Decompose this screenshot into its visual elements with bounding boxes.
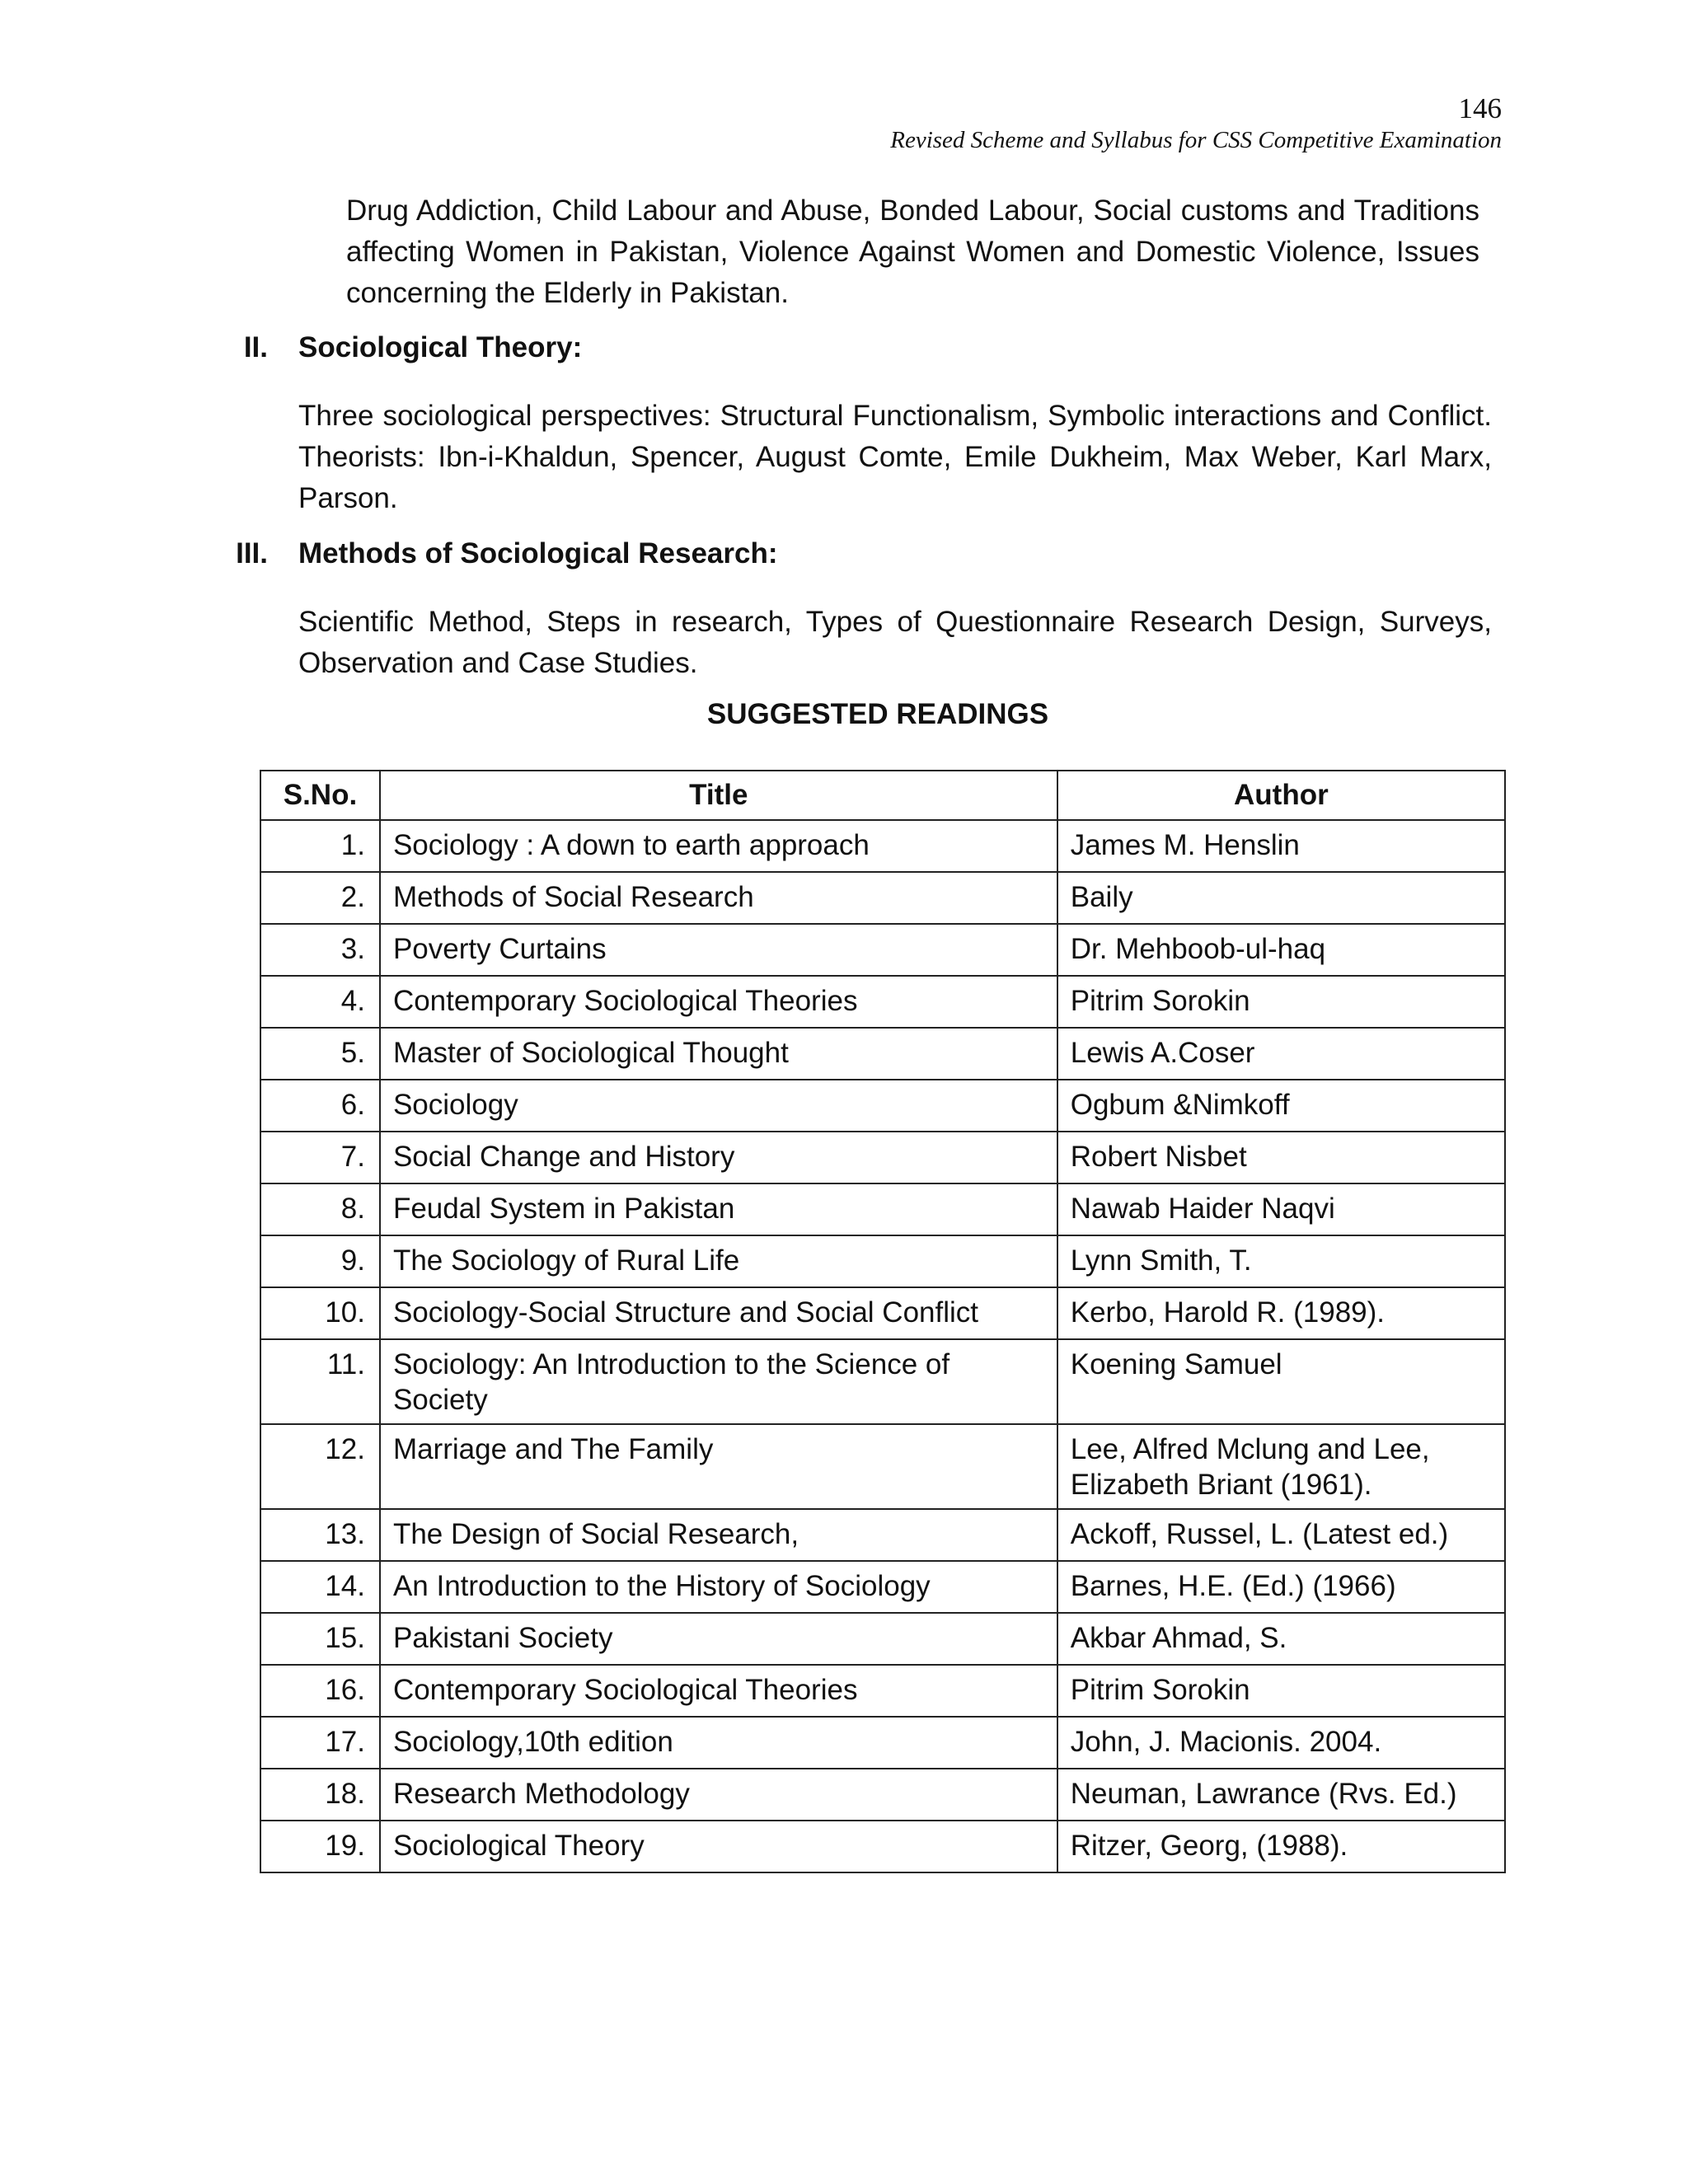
cell-sno: 18.	[260, 1769, 380, 1821]
table-row	[260, 1613, 1505, 1665]
cell-sno: 11.	[260, 1339, 380, 1424]
cell-sno: 5.	[260, 1028, 380, 1080]
table-row	[260, 976, 1505, 1028]
cell-sno: 9.	[260, 1235, 380, 1287]
cell-author: Koening Samuel	[1057, 1339, 1505, 1424]
cell-title: The Sociology of Rural Life	[380, 1235, 1057, 1287]
cell-title: Marriage and The Family	[380, 1424, 1057, 1509]
table-row	[260, 1561, 1505, 1613]
table-row	[260, 1028, 1505, 1080]
cell-author: Neuman, Lawrance (Rvs. Ed.)	[1057, 1769, 1505, 1821]
running-header: Revised Scheme and Syllabus for CSS Competitive Examination	[890, 127, 1502, 153]
cell-author: John, J. Macionis. 2004.	[1057, 1717, 1505, 1769]
cell-title: Sociology-Social Structure and Social Conflict	[380, 1287, 1057, 1339]
table-row	[260, 1424, 1505, 1509]
cell-sno: 6.	[260, 1080, 380, 1132]
cell-author: Nawab Haider Naqvi	[1057, 1183, 1505, 1235]
cell-title: Social Change and History	[380, 1132, 1057, 1183]
cell-sno: 10.	[260, 1287, 380, 1339]
cell-sno: 8.	[260, 1183, 380, 1235]
cell-title: An Introduction to the History of Sociology	[380, 1561, 1057, 1613]
table-row	[260, 1235, 1505, 1287]
cell-author: Lee, Alfred Mclung and Lee, Elizabeth Briant (1961).	[1057, 1424, 1505, 1509]
intro-paragraph: Drug Addiction, Child Labour and Abuse, Bonded Labour, Social customs and Traditions affecting Women in Pakistan, Violence Against Women and Domestic Violence, Issues concerning the Elderly in Pakistan.	[346, 194, 1479, 309]
cell-author: James M. Henslin	[1057, 820, 1505, 872]
table-row	[260, 1080, 1505, 1132]
cell-title: Contemporary Sociological Theories	[380, 1665, 1057, 1717]
table-body	[260, 820, 1505, 1872]
table-row	[260, 1339, 1505, 1424]
cell-author: Ogbum &Nimkoff	[1057, 1080, 1505, 1132]
cell-title: Research Methodology	[380, 1769, 1057, 1821]
cell-sno: 16.	[260, 1665, 380, 1717]
column-header-title: Title	[380, 771, 1057, 820]
section-title: Sociological Theory:	[298, 331, 583, 363]
cell-title: Sociology,10th edition	[380, 1717, 1057, 1769]
cell-sno: 15.	[260, 1613, 380, 1665]
table-row	[260, 1183, 1505, 1235]
column-header-sno: S.No.	[260, 771, 380, 820]
cell-title: Sociology : A down to earth approach	[380, 820, 1057, 872]
cell-sno: 13.	[260, 1509, 380, 1561]
cell-title: Pakistani Society	[380, 1613, 1057, 1665]
cell-author: Pitrim Sorokin	[1057, 976, 1505, 1028]
table-row	[260, 1717, 1505, 1769]
cell-sno: 14.	[260, 1561, 380, 1613]
cell-title: Poverty Curtains	[380, 924, 1057, 976]
cell-sno: 2.	[260, 872, 380, 924]
cell-title: The Design of Social Research,	[380, 1509, 1057, 1561]
cell-author: Robert Nisbet	[1057, 1132, 1505, 1183]
table-row	[260, 1821, 1505, 1872]
cell-title: Sociology: An Introduction to the Science of Society	[380, 1339, 1057, 1424]
table-row	[260, 1287, 1505, 1339]
table-row	[260, 1509, 1505, 1561]
table-row	[260, 1132, 1505, 1183]
readings-table	[260, 770, 1506, 1873]
cell-sno: 12.	[260, 1424, 380, 1509]
cell-title: Methods of Social Research	[380, 872, 1057, 924]
cell-sno: 3.	[260, 924, 380, 976]
cell-sno: 17.	[260, 1717, 380, 1769]
section-numeral: II.	[243, 331, 268, 363]
cell-author: Lewis A.Coser	[1057, 1028, 1505, 1080]
readings-title: SUGGESTED READINGS	[706, 698, 1049, 730]
cell-author: Lynn Smith, T.	[1057, 1235, 1505, 1287]
cell-author: Ackoff, Russel, L. (Latest ed.)	[1057, 1509, 1505, 1561]
cell-author: Barnes, H.E. (Ed.) (1966)	[1057, 1561, 1505, 1613]
cell-title: Contemporary Sociological Theories	[380, 976, 1057, 1028]
table-row	[260, 820, 1505, 872]
table-header-row	[260, 771, 1505, 820]
cell-sno: 1.	[260, 820, 380, 872]
cell-sno: 19.	[260, 1821, 380, 1872]
table-row	[260, 872, 1505, 924]
cell-author: Kerbo, Harold R. (1989).	[1057, 1287, 1505, 1339]
section-body-research-methods: Scientific Method, Steps in research, Types of Questionnaire Research Design, Surveys, Observation and Case Studies.	[298, 606, 1492, 679]
section-numeral: III.	[236, 537, 268, 569]
table-row	[260, 1665, 1505, 1717]
page-number: 146	[1458, 92, 1502, 124]
cell-title: Master of Sociological Thought	[380, 1028, 1057, 1080]
table-row	[260, 1769, 1505, 1821]
cell-title: Feudal System in Pakistan	[380, 1183, 1057, 1235]
section-title: Methods of Sociological Research:	[298, 537, 778, 569]
cell-sno: 4.	[260, 976, 380, 1028]
table-row	[260, 924, 1505, 976]
cell-title: Sociological Theory	[380, 1821, 1057, 1872]
cell-sno: 7.	[260, 1132, 380, 1183]
cell-author: Baily	[1057, 872, 1505, 924]
section-body-sociological-theory: Three sociological perspectives: Structural Functionalism, Symbolic interactions and Conflict. Theorists: Ibn-i-Khaldun, Spencer, August Comte, Emile Dukheim, Max Weber, Karl Marx, Parson.	[298, 400, 1492, 514]
column-header-author: Author	[1057, 771, 1505, 820]
cell-title: Sociology	[380, 1080, 1057, 1132]
cell-author: Pitrim Sorokin	[1057, 1665, 1505, 1717]
cell-author: Ritzer, Georg, (1988).	[1057, 1821, 1505, 1872]
cell-author: Akbar Ahmad, S.	[1057, 1613, 1505, 1665]
cell-author: Dr. Mehboob-ul-haq	[1057, 924, 1505, 976]
